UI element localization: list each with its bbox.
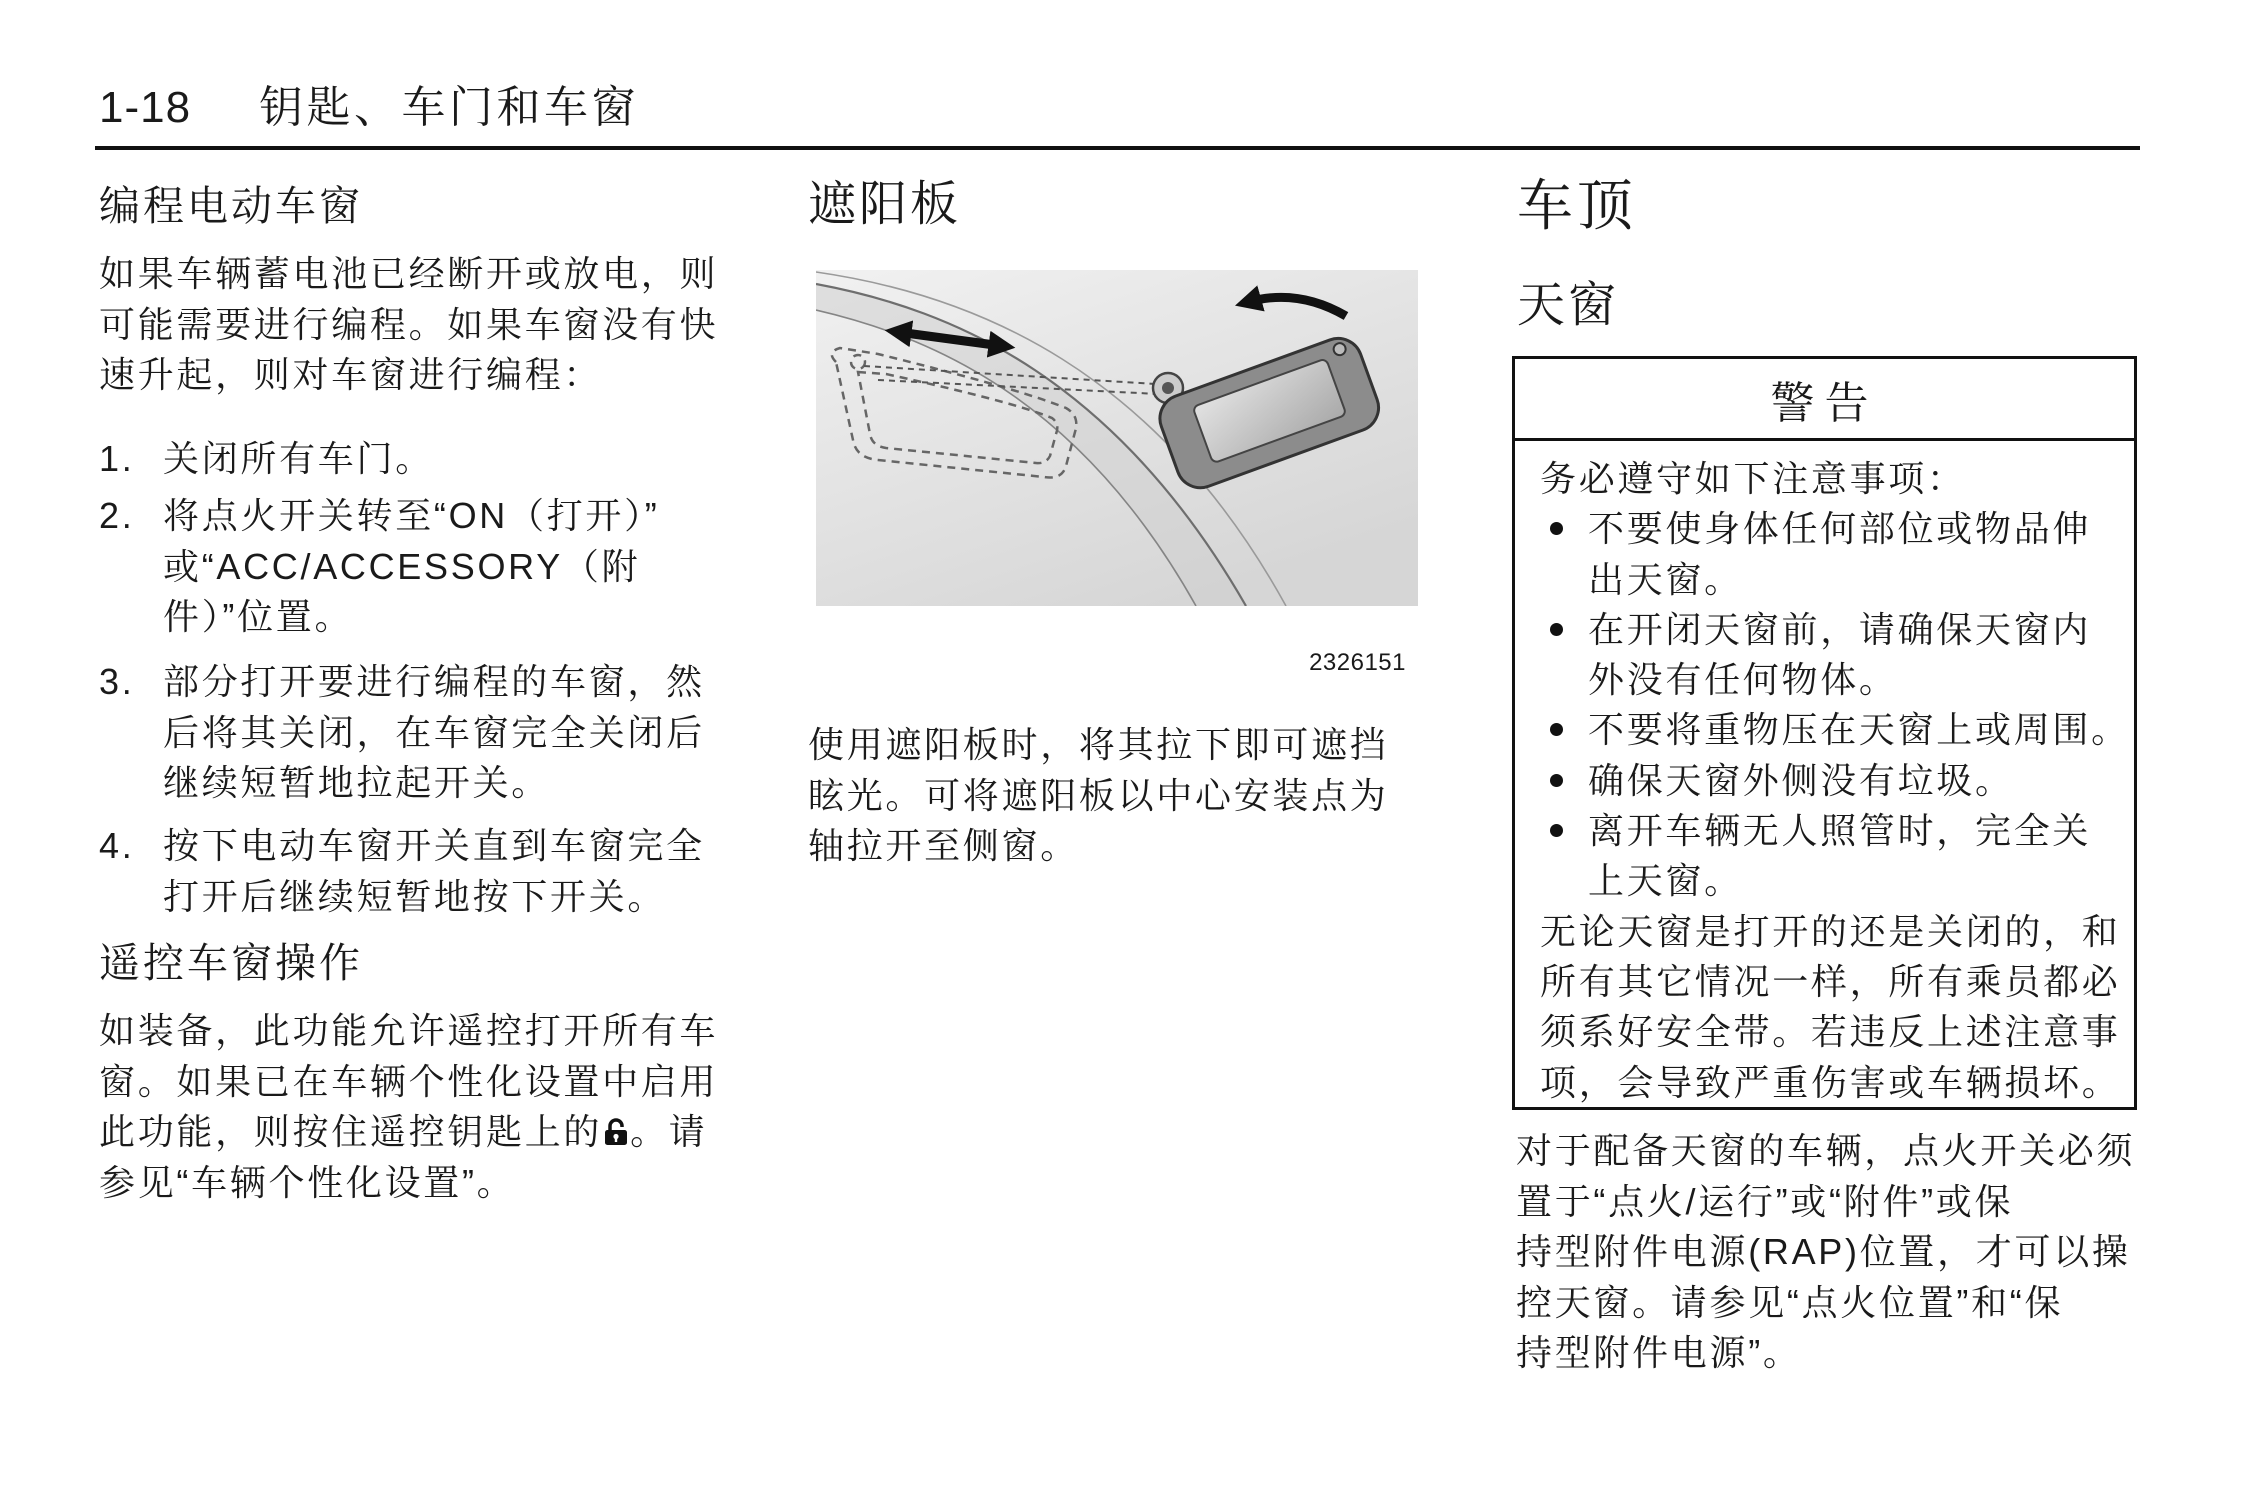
- warning-divider: [1515, 438, 2134, 441]
- text-line: 出天窗。: [1588, 558, 1743, 600]
- sun-visor-figure: [816, 270, 1418, 606]
- text-line: 或“ACC/ACCESSORY（附: [163, 545, 641, 587]
- text-line: 按下电动车窗开关直到车窗完全: [163, 825, 705, 866]
- text-line: 离开车辆无人照管时，完全关: [1588, 810, 2092, 852]
- text-line: 后将其关闭，在车窗完全关闭后: [163, 711, 705, 753]
- warning-bullet: [1540, 806, 2130, 907]
- text-line: 所有其它情况一样，所有乘员都必: [1540, 960, 2121, 1002]
- bullet-icon: [1550, 774, 1563, 787]
- text-line: 继续短暂地拉起开关。: [163, 762, 551, 803]
- text-line: 项，会导致严重伤害或车辆损坏。: [1540, 1061, 2121, 1103]
- text-line: 上天窗。: [1588, 860, 1743, 902]
- text-line: 参见“车辆个性化设置”。: [99, 1161, 516, 1203]
- text-line: 置于“点火/运行”或“附件”或保: [1516, 1180, 2014, 1222]
- step-number: 2.: [99, 495, 135, 536]
- step-number: 3.: [99, 661, 135, 702]
- text-line: 件）”位置。: [163, 596, 354, 637]
- text-line: 外没有任何物体。: [1588, 659, 1898, 701]
- text-line: 将点火开关转至“ON（打开）”: [163, 495, 660, 536]
- text-line: 持型附件电源(RAP)位置，才可以操: [1516, 1231, 2131, 1272]
- bullet-text: [1588, 605, 2130, 706]
- bullet-icon: [1550, 723, 1563, 736]
- text-line: 轴拉开至侧窗。: [808, 825, 1079, 866]
- section-heading-roof: 车顶: [1517, 174, 1637, 237]
- text-line: 须系好安全带。若违反上述注意事: [1540, 1011, 2121, 1053]
- text-line: 如果车辆蓄电池已经断开或放电，则: [99, 253, 719, 294]
- step-number: 4.: [99, 825, 135, 866]
- warning-closing: [1540, 907, 2130, 1108]
- text-line: 控天窗。请参见“点火位置”和“保: [1516, 1281, 2064, 1323]
- section-heading-programming: 编程电动车窗: [99, 183, 363, 229]
- text-line: 在开闭天窗前，请确保天窗内: [1588, 608, 2092, 650]
- text-fragment: 。请: [630, 1111, 708, 1152]
- bullet-icon: [1550, 623, 1563, 636]
- text-line: 打开后继续短暂地按下开关。: [163, 875, 667, 917]
- bullet-text: [1588, 705, 2130, 755]
- warning-box: [1512, 356, 2137, 1110]
- text-line: 使用遮阳板时，将其拉下即可遮挡: [808, 724, 1389, 765]
- bullet-text: [1588, 504, 2130, 605]
- sun-visor-paragraph: [808, 720, 1389, 872]
- programming-intro: [99, 249, 718, 401]
- warning-bullet: [1540, 504, 2130, 605]
- bullet-text: [1588, 806, 2130, 907]
- header-rule: [95, 146, 2140, 150]
- sun-visor-illustration: [816, 270, 1418, 606]
- section-heading-sunroof: 天窗: [1517, 279, 1620, 332]
- text-line: 关闭所有车门。: [163, 438, 434, 479]
- step-text: [163, 491, 659, 643]
- text-line: 眩光。可将遮阳板以中心安装点为: [808, 774, 1389, 816]
- step-text: [163, 657, 705, 809]
- sunroof-paragraph: [1516, 1126, 2135, 1379]
- bullet-text: [1588, 756, 2130, 806]
- text-line: 无论天窗是打开的还是关闭的，和: [1540, 910, 2121, 952]
- text-line: 不要使身体任何部位或物品伸: [1588, 508, 2092, 550]
- warning-bullet: [1540, 756, 2130, 806]
- warning-title: 警告: [1770, 379, 1879, 428]
- text-line: 对于配备天窗的车辆，点火开关必须: [1516, 1130, 2136, 1171]
- text-line: 部分打开要进行编程的车窗，然: [163, 661, 705, 702]
- warning-bullet: [1540, 605, 2130, 706]
- text-line: 窗。如果已在车辆个性化设置中启用: [99, 1060, 719, 1102]
- text-fragment: 此功能，则按住遥控钥匙上的: [99, 1111, 603, 1152]
- warning-bullet: [1540, 705, 2130, 755]
- step-text: [163, 821, 705, 922]
- page-number: 1-18: [99, 83, 192, 132]
- unlock-icon: [603, 1117, 629, 1147]
- warning-body: [1540, 454, 2130, 1108]
- figure-caption: 2326151: [1309, 649, 1406, 676]
- section-heading-remote: 遥控车窗操作: [99, 940, 363, 986]
- remote-paragraph: [99, 1006, 718, 1208]
- step-text: [163, 434, 434, 485]
- warning-intro: 务必遵守如下注意事项：: [1540, 458, 1966, 499]
- text-line: 速升起，则对车窗进行编程：: [99, 354, 603, 395]
- text-line: 可能需要进行编程。如果车窗没有快: [99, 303, 719, 345]
- text-line: 不要将重物压在天窗上或周围。: [1588, 709, 2130, 751]
- text-line: 确保天窗外侧没有垃圾。: [1588, 759, 2014, 801]
- chapter-title: 钥匙、车门和车窗: [259, 83, 639, 132]
- section-heading-sun-visors: 遮阳板: [808, 178, 962, 231]
- step-number: 1.: [99, 438, 135, 479]
- text-line: 如装备，此功能允许遥控打开所有车: [99, 1010, 719, 1051]
- text-line: 持型附件电源”。: [1516, 1332, 1802, 1373]
- text-line: [99, 1107, 718, 1158]
- bullet-icon: [1550, 522, 1563, 535]
- bullet-icon: [1550, 824, 1563, 837]
